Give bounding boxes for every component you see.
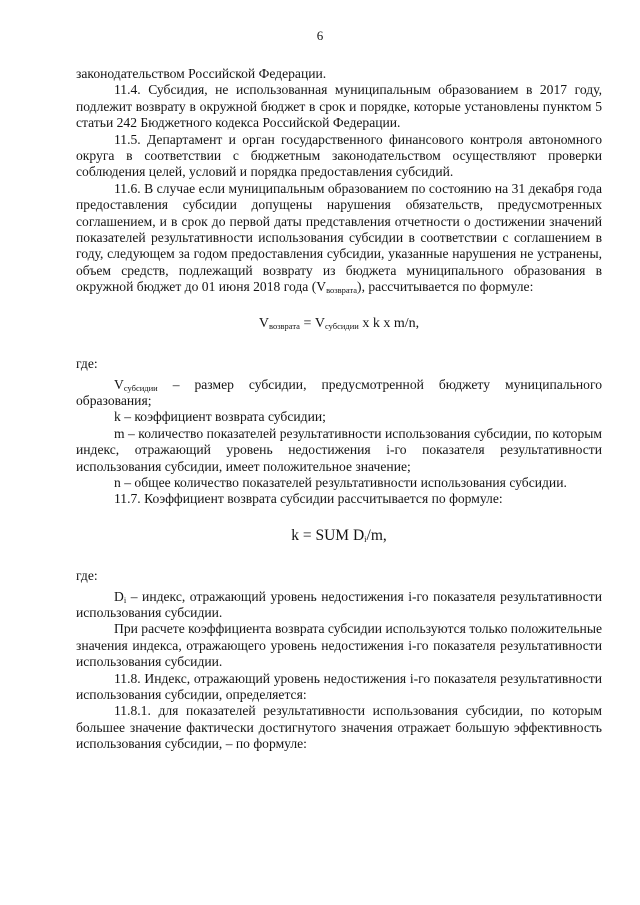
paragraph-11-5: 11.5. Департамент и орган государственного финансового контроля автономного округа в соответствии с бюджетным законодательством осуществляют проверки соблюдения целей, условий и порядка предоставления субсидий. xyxy=(76,131,602,180)
where-label-2: где: xyxy=(76,568,98,584)
paragraph-11-8: 11.8. Индекс, отражающий уровень недостижения i-го показателя результативности использования субсидии, определяется: xyxy=(76,670,602,702)
definition-k: k – коэффициент возврата субсидии; xyxy=(114,409,326,425)
paragraph-11-6: 11.6. В случае если муниципальным образованием по состоянию на 31 декабря года предоставления субсидии допущены нарушения обязательств, предусмотренных соглашением, и в срок до первой даты представления отчетности о достижении значений показателей результативности использования субсидии в соответствии с соглашением в году, следующем за годом предоставления субсидии, указанные нарушения не устранены, объем средств, подлежащий возврату из бюджета муниципального образования в окружной бюджет до 01 июня 2018 года $(V_{возврата})$, рассчитывается по формуле: xyxy=(76,180,602,296)
where-label: где: xyxy=(76,356,98,372)
definition-m: m – количество показателей результативности использования субсидии, по которым индекс, отражающий уровень недостижения i-го показателя результативности использования субсидии, имеет положительное значение; xyxy=(76,425,602,474)
paragraph-calculation-note: При расчете коэффициента возврата субсидии используются только положительные значения индекса, отражающего уровень недостижения i-го показателя результативности использования субсидии. xyxy=(76,621,602,670)
definition-v-subsidy: $V_{субсидии}$ – размер субсидии, предусмотренной бюджету муниципального образования; xyxy=(76,376,602,408)
formula-refund-volume: $V_{возврата} = V_{субсидии}$ x k x m/n, xyxy=(258,315,420,331)
paragraph-11-7: 11.7. Коэффициент возврата субсидии рассчитывается по формуле: xyxy=(114,491,503,507)
formula-coefficient: k = SUM $D_i/m$, xyxy=(291,526,387,544)
definition-n: n – общее количество показателей результативности использования субсидии. xyxy=(114,474,567,490)
document-body xyxy=(76,66,602,753)
paragraph-continuation: законодательством Российской Федерации. xyxy=(76,66,327,81)
paragraph-11-4: 11.4. Субсидия, не использованная муниципальным образованием в 2017 году, подлежит возврату в окружной бюджет в срок и порядке, которые установлены пунктом 5 статьи 242 Бюджетного кодекса Российской Федерации. xyxy=(76,82,602,131)
paragraph-11-8-1: 11.8.1. для показателей результативности использования субсидии, по которым большее значение фактически достигнутого значения отражает большую эффективность использования субсидии, – по формуле: xyxy=(76,703,602,752)
page-number: 6 xyxy=(316,28,324,43)
definition-d-i: $D_i$ – индекс, отражающий уровень недостижения i-го показателя результативности использования субсидии. xyxy=(76,588,602,620)
